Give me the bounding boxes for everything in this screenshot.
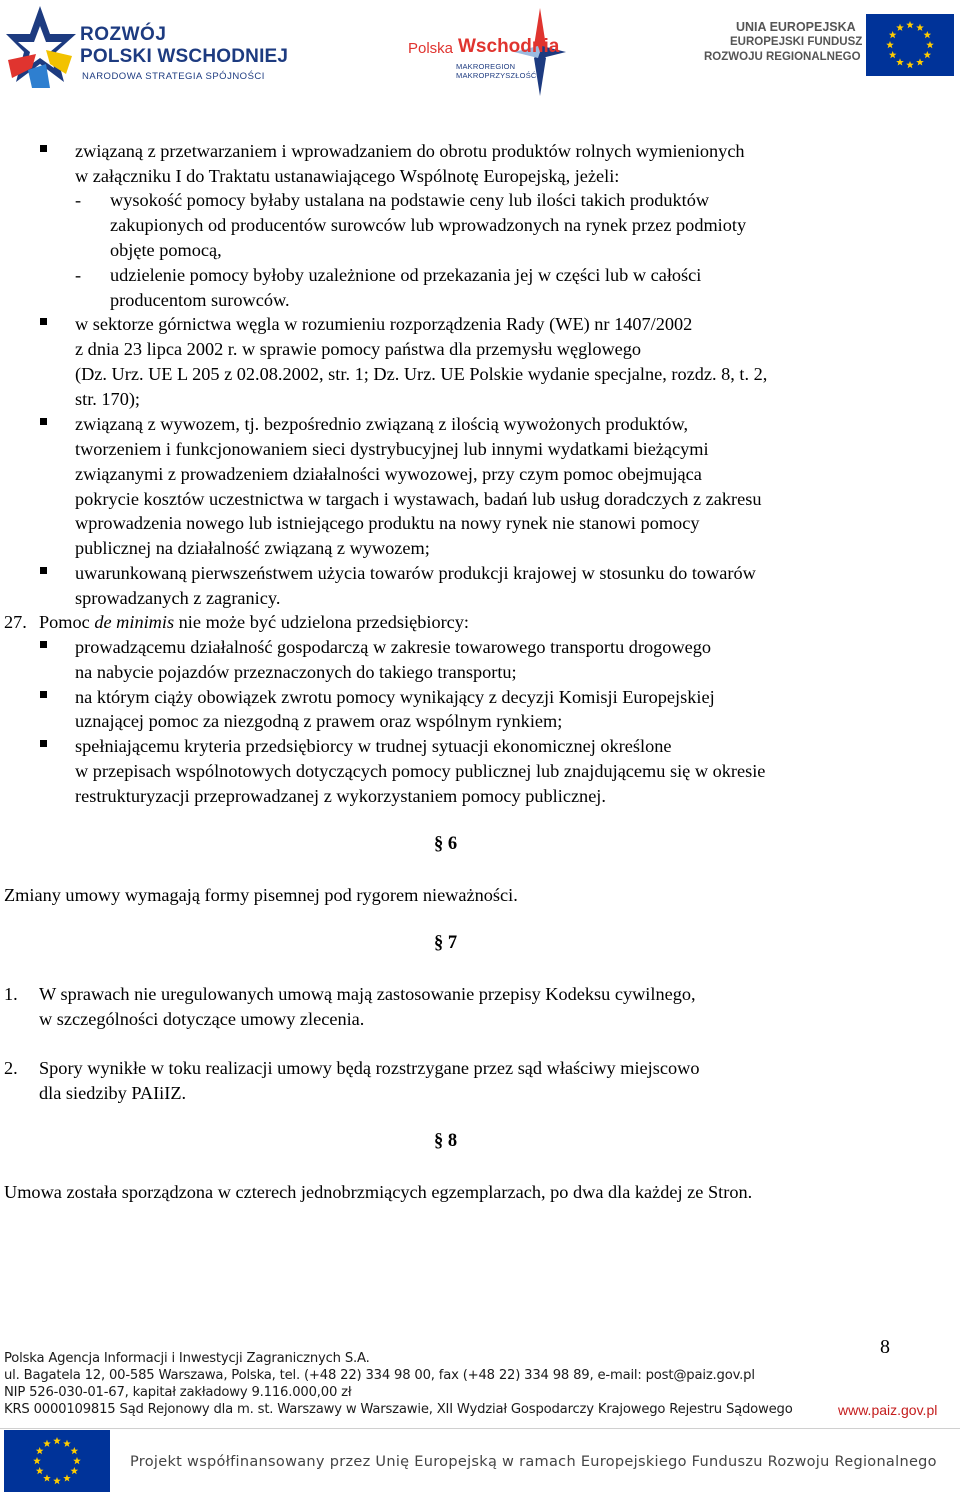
bullet-item-export-line6: publicznej na działalność związaną z wywozem;: [75, 538, 430, 558]
eu-fund-logo: [700, 14, 958, 80]
bullet-item-coal-line4: str. 170);: [75, 389, 141, 409]
pw-tagline: MAKROREGION MAKROPRZYSZŁOŚĆ: [456, 62, 537, 80]
bullet-item-recovery-line1: na którym ciąży obowiązek zwrotu pomocy wynikający z decyzji Komisji Europejskiej: [75, 687, 715, 707]
section-heading-8: § 8: [434, 1131, 458, 1151]
bullet-item-coal-line1: w sektorze górnictwa węgla w rozumieniu rozporządzenia Rady (WE) nr 1407/2002: [75, 314, 693, 334]
bullet-item-transport-line2: na nabycie pojazdów przeznaczonych do takiego transportu;: [75, 662, 517, 682]
bullet-icon: [40, 740, 47, 747]
footer-website-link[interactable]: www.paiz.gov.pl: [838, 1402, 938, 1418]
section-7-point-2-line1: Spory wynikłe w toku realizacji umowy będą rozstrzygane przez sąd właściwy miejscowo: [39, 1058, 700, 1078]
dash-marker: -: [75, 265, 82, 285]
bullet-item-export-line5: wprowadzenia nowego lub istniejącego produktu na nowy rynek nie stanowi pomocy: [75, 513, 700, 533]
point-number: 2.: [4, 1058, 18, 1078]
dash-item-price-line2: zakupionych od producentów surowców lub wprowadzonych na rynek przez podmioty: [110, 215, 747, 235]
page-footer: [0, 1330, 960, 1494]
bullet-item-agri-line2: w załączniku I do Traktatu ustanawiającego Wspólnotę Europejską, jeżeli:: [75, 166, 620, 186]
section-7-point-1-line2: w szczególności dotyczące umowy zlecenia.: [39, 1009, 365, 1029]
footer-krs: KRS 0000109815 Sąd Rejonowy dla m. st. Warszawy w Warszawie, XII Wydział Gospodarczy Krajowego Rejestru Sądowego: [4, 1402, 793, 1417]
pw-wschodnia-label: Wschodnia: [458, 36, 560, 57]
point-27-post: nie może być udzielona przedsiębiorcy:: [174, 612, 470, 632]
footer-company-name: Polska Agencja Informacji i Inwestycji Zagranicznych S.A.: [4, 1351, 370, 1366]
bullet-icon: [40, 418, 47, 425]
rozwoj-polski-wschodniej-logo: [6, 4, 306, 92]
bullet-item-export-line1: związaną z wywozem, tj. bezpośrednio związaną z ilością wywożonych produktów,: [75, 414, 689, 434]
dash-item-price-line3: objęte pomocą,: [110, 240, 222, 260]
point-27-pre: Pomoc: [39, 612, 95, 632]
dash-item-transfer-line2: producentom surowców.: [110, 290, 290, 310]
section-8-text: Umowa została sporządzona w czterech jednobrzmiących egzemplarzach, po dwa dla każdej ze Stron.: [4, 1182, 753, 1202]
bullet-item-domestic-line1: uwarunkowaną pierwszeństwem użycia towarów produkcji krajowej w stosunku do towarów: [75, 563, 756, 583]
section-7-point-1-line1: W sprawach nie uregulowanych umową mają zastosowanie przepisy Kodeksu cywilnego,: [39, 984, 696, 1004]
eu-line2: EUROPEJSKI FUNDUSZ: [730, 36, 863, 48]
bullet-item-difficulty-line2: w przepisach wspólnotowych dotyczących pomocy publicznej lub znajdującemu się w okresie: [75, 761, 766, 781]
footer-project-note: Projekt współfinansowany przez Unię Europejską w ramach Europejskiego Funduszu Rozwoju Regionalnego: [130, 1454, 937, 1470]
section-7-point-2-line2: dla siedziby PAIiIZ.: [39, 1083, 187, 1103]
rpw-title-line1: ROZWÓJ: [80, 24, 167, 45]
point-number: 1.: [4, 984, 18, 1004]
bullet-item-coal-line3: (Dz. Urz. UE L 205 z 02.08.2002, str. 1; Dz. Urz. UE Polskie wydanie specjalne, rozdz. 8, t. 2,: [75, 364, 768, 384]
point-number: 27.: [4, 612, 27, 632]
footer-nip: NIP 526-030-01-67, kapitał zakładowy 9.116.000,00 zł: [4, 1385, 352, 1400]
page-header: [0, 0, 960, 100]
dash-item-price-line1: wysokość pomocy byłaby ustalana na podstawie ceny lub ilości takich produktów: [110, 190, 710, 210]
rpw-subtitle: NARODOWA STRATEGIA SPÓJNOŚCI: [82, 71, 265, 82]
dash-marker: -: [75, 190, 82, 210]
bullet-icon: [40, 318, 47, 325]
bullet-item-export-line3: związanymi z prowadzeniem działalności wywozowej, przy czym pomoc obejmująca: [75, 464, 702, 484]
bullet-icon: [40, 691, 47, 698]
section-6-text: Zmiany umowy wymagają formy pisemnej pod rygorem nieważności.: [4, 885, 518, 905]
bullet-item-difficulty-line1: spełniającemu kryteria przedsiębiorcy w trudnej sytuacji ekonomicznej określone: [75, 736, 672, 756]
dash-item-transfer-line1: udzielenie pomocy byłoby uzależnione od przekazania jej w części lub w całości: [110, 265, 702, 285]
bullet-icon: [40, 567, 47, 574]
section-heading-7: § 7: [434, 933, 458, 953]
footer-divider: [0, 1428, 960, 1429]
bullet-item-agri-line1: związaną z przetwarzaniem i wprowadzaniem do obrotu produktów rolnych wymienionych: [75, 141, 745, 161]
eu-line3: ROZWOJU REGIONALNEGO: [704, 51, 861, 63]
bullet-item-recovery-line2: uznającej pomoc za niezgodną z prawem oraz wspólnym rynkiem;: [75, 711, 563, 731]
bullet-item-export-line4: pokrycie kosztów uczestnictwa w targach i wystawach, badań lub usług doradczych z zakresu: [75, 489, 762, 509]
rpw-title-line2: POLSKI WSCHODNIEJ: [80, 46, 289, 67]
section-heading-6: § 6: [434, 834, 458, 854]
bullet-item-domestic-line2: sprowadzanych z zagranicy.: [75, 588, 281, 608]
bullet-item-transport-line1: prowadzącemu działalność gospodarczą w zakresie towarowego transportu drogowego: [75, 637, 712, 657]
footer-eu-flag-icon: [4, 1430, 110, 1492]
point-27-emphasis: de minimis: [94, 612, 175, 632]
bullet-item-coal-line2: z dnia 23 lipca 2002 r. w sprawie pomocy państwa dla przemysłu węglowego: [75, 339, 642, 359]
eu-flag-icon: [866, 14, 954, 76]
polska-wschodnia-logo: [408, 6, 568, 96]
bullet-item-difficulty-line3: restrukturyzacji przeprowadzanej z wykorzystaniem pomocy publicznej.: [75, 786, 606, 806]
rpw-star-icon: [6, 4, 76, 92]
point-27-text: [39, 610, 469, 635]
eu-line1: UNIA EUROPEJSKA: [736, 20, 856, 34]
page-number: 8: [880, 1336, 890, 1358]
bullet-icon: [40, 641, 47, 648]
bullet-icon: [40, 145, 47, 152]
pw-polska-label: Polska: [408, 40, 454, 57]
footer-address: ul. Bagatela 12, 00-585 Warszawa, Polska, tel. (+48 22) 334 98 00, fax (+48 22) 334 98 89, e-mail: post@paiz.gov.pl: [4, 1368, 755, 1383]
bullet-item-export-line2: tworzeniem i funkcjonowaniem sieci dystrybucyjnej lub innymi wydatkami bieżącymi: [75, 439, 709, 459]
